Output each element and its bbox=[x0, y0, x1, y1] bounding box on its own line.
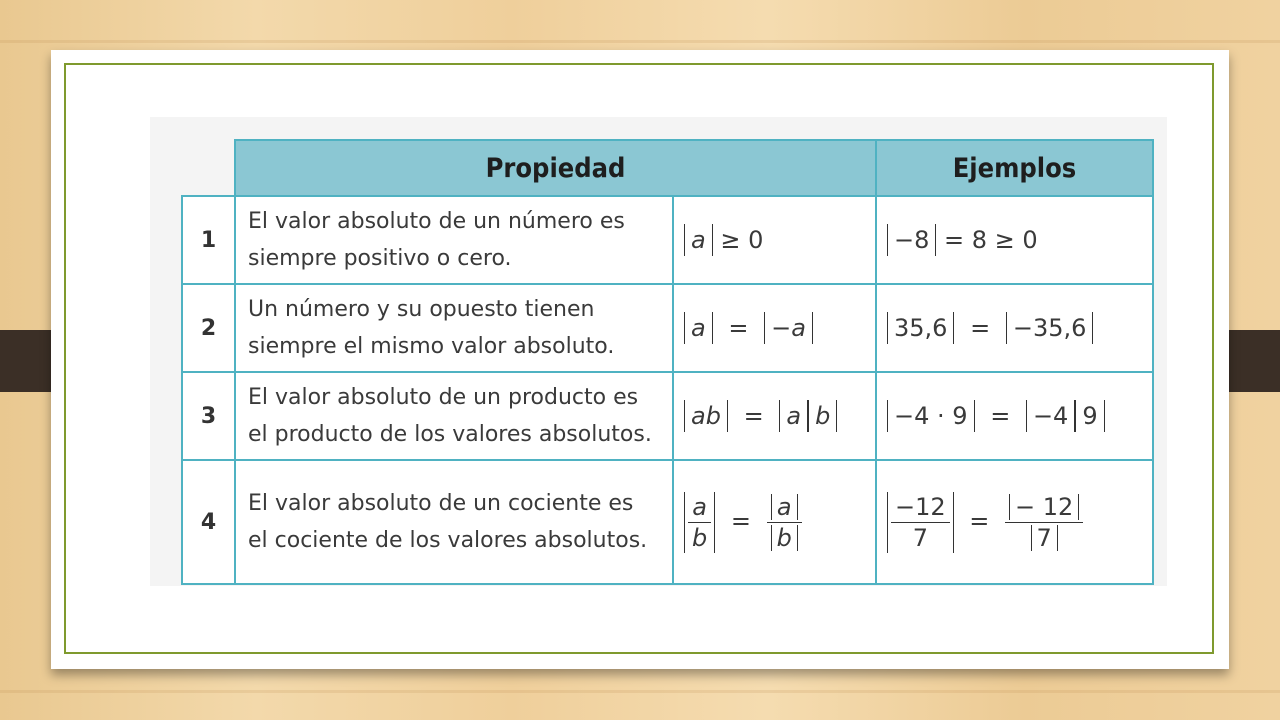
abs-fraction bbox=[887, 492, 954, 553]
formula-relation: ≥ 0 bbox=[720, 226, 764, 254]
description-line: el cociente de los valores absolutos. bbox=[248, 528, 648, 553]
fraction-numerator: −12 bbox=[891, 492, 950, 523]
abs-expression: − 12 bbox=[1009, 494, 1079, 520]
abs-fraction bbox=[684, 492, 715, 553]
description-line: siempre el mismo valor absoluto. bbox=[248, 334, 615, 359]
equals-sign: = bbox=[990, 402, 1011, 430]
property-description bbox=[235, 372, 673, 460]
property-example bbox=[876, 196, 1153, 284]
fraction-of-abs bbox=[1005, 492, 1083, 553]
property-formula bbox=[673, 460, 876, 584]
abs-expression: b bbox=[771, 525, 798, 551]
property-formula bbox=[673, 284, 876, 372]
equals-sign: = bbox=[730, 507, 751, 535]
property-description bbox=[235, 196, 673, 284]
slide-card bbox=[51, 50, 1229, 669]
property-example bbox=[876, 284, 1153, 372]
table-row bbox=[182, 284, 1153, 372]
abs-expression: a bbox=[779, 400, 808, 432]
fraction-denominator: b bbox=[692, 523, 708, 552]
absolute-value-properties-table bbox=[181, 139, 1154, 585]
abs-expression: 35,6 bbox=[887, 312, 954, 344]
table-row bbox=[182, 460, 1153, 584]
description-line: El valor absoluto de un producto es bbox=[248, 385, 639, 410]
header-blank-cell bbox=[182, 140, 235, 196]
wood-grain bbox=[0, 40, 1280, 43]
equals-sign: = bbox=[969, 507, 990, 535]
description-line: El valor absoluto de un cociente es bbox=[248, 491, 634, 516]
abs-expression: 9 bbox=[1075, 400, 1104, 432]
fraction-numerator bbox=[1005, 492, 1083, 523]
abs-expression: a bbox=[684, 312, 713, 344]
description-line: El valor absoluto de un número es bbox=[248, 209, 625, 234]
table-header-row bbox=[182, 140, 1153, 196]
abs-expression: 7 bbox=[1031, 525, 1058, 551]
equals-sign: = bbox=[743, 402, 764, 430]
abs-expression: −4 · 9 bbox=[887, 400, 975, 432]
fraction-numerator bbox=[767, 492, 802, 523]
equals-sign: = bbox=[970, 314, 991, 342]
row-number: 2 bbox=[182, 284, 235, 372]
fraction bbox=[891, 492, 950, 553]
abs-expression: b bbox=[808, 400, 837, 432]
property-formula bbox=[673, 196, 876, 284]
description-line: siempre positivo o cero. bbox=[248, 246, 512, 271]
fraction-of-abs bbox=[767, 492, 802, 553]
abs-expression: −35,6 bbox=[1006, 312, 1094, 344]
fraction bbox=[688, 492, 711, 553]
fraction-denominator: 7 bbox=[912, 523, 928, 552]
abs-expression: ab bbox=[684, 400, 728, 432]
description-line: Un número y su opuesto tienen bbox=[248, 297, 595, 322]
property-formula bbox=[673, 372, 876, 460]
property-description bbox=[235, 460, 673, 584]
example-relation: = 8 ≥ 0 bbox=[944, 226, 1038, 254]
fraction-denominator bbox=[1027, 523, 1062, 553]
table-row bbox=[182, 372, 1153, 460]
header-property: Propiedad bbox=[235, 140, 876, 196]
row-number: 1 bbox=[182, 196, 235, 284]
fraction-denominator bbox=[767, 523, 802, 553]
property-description bbox=[235, 284, 673, 372]
fraction-numerator: a bbox=[688, 492, 711, 523]
row-number: 4 bbox=[182, 460, 235, 584]
header-examples: Ejemplos bbox=[876, 140, 1153, 196]
abs-expression: a bbox=[684, 224, 713, 256]
abs-expression: −8 bbox=[887, 224, 936, 256]
property-example bbox=[876, 460, 1153, 584]
abs-expression: a bbox=[771, 494, 798, 520]
abs-expression: −4 bbox=[1026, 400, 1075, 432]
abs-expression: −a bbox=[764, 312, 813, 344]
wood-grain bbox=[0, 690, 1280, 693]
table-row bbox=[182, 196, 1153, 284]
property-example bbox=[876, 372, 1153, 460]
row-number: 3 bbox=[182, 372, 235, 460]
description-line: el producto de los valores absolutos. bbox=[248, 422, 652, 447]
equals-sign: = bbox=[728, 314, 749, 342]
